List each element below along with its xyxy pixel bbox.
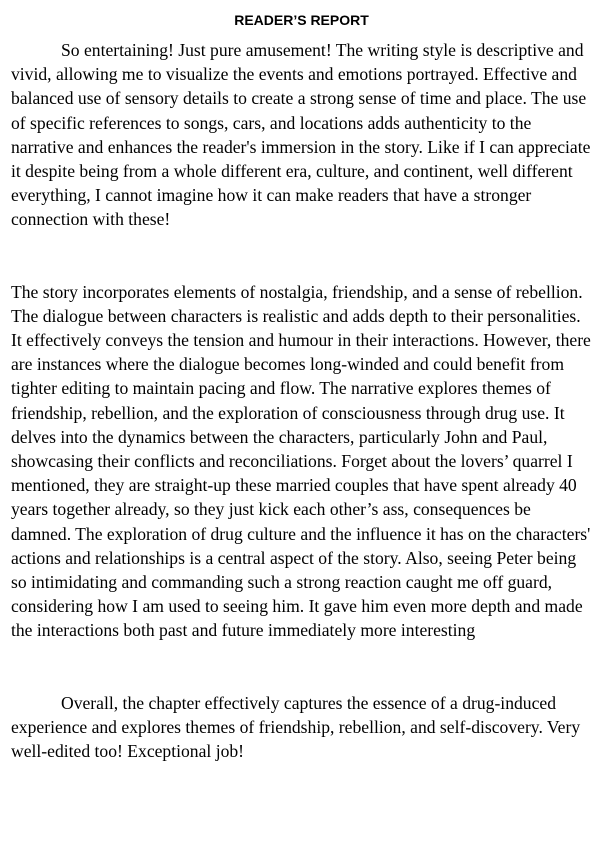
paragraph-overall: Overall, the chapter effectively captures the essence of a drug-induced experience and explores themes of friendship, rebellion, and self-discovery. Very well-edited too! Exceptional job! xyxy=(11,692,581,762)
paragraph-entertainment: So entertaining! Just pure amusement! The writing style is descriptive and vivid, allowing me to visualize the events and emotions portrayed. Effective and balanced use of sensory details to create a strong sense of time and place. The use of specific references to songs, cars, and locations adds authenticity to the narrative and enhances the reader's immersion in the story. Like if I can appreciate it despite being from a whole different era, culture, and continent, well different everything, I cannot imagine how it can make readers that have a stronger connection with these! xyxy=(11,40,591,230)
paragraph-spacer xyxy=(11,643,592,691)
paragraph-spacer xyxy=(11,232,592,280)
paragraph-story-analysis: The story incorporates elements of nostalgia, friendship, and a sense of rebellion. The dialogue between characters is realistic and adds depth to their personalities. It effectively conveys the tension and humour in their interactions. However, there are instances where the dialogue becomes long-winded and could benefit from tighter editing to maintain pacing and flow. The narrative explores themes of friendship, rebellion, and the exploration of consciousness through drug use. It delves into the dynamics between the characters, particularly John and Paul, showcasing their conflicts and reconciliations. Forget about the lovers’ quarrel I mentioned, they are straight-up these married couples that have spent already 40 years together already, so they just kick each other’s ass, consequences be damned. The exploration of drug culture and the influence it has on the characters' actions and relationships is a central aspect of the story. Also, seeing Peter being so intimidating and commanding such a strong reaction caught me off guard, considering how I am used to seeing him. It gave him even more depth and made the interactions both past and future immediately more interesting xyxy=(11,281,591,641)
report-title: READER’S REPORT xyxy=(234,12,369,28)
